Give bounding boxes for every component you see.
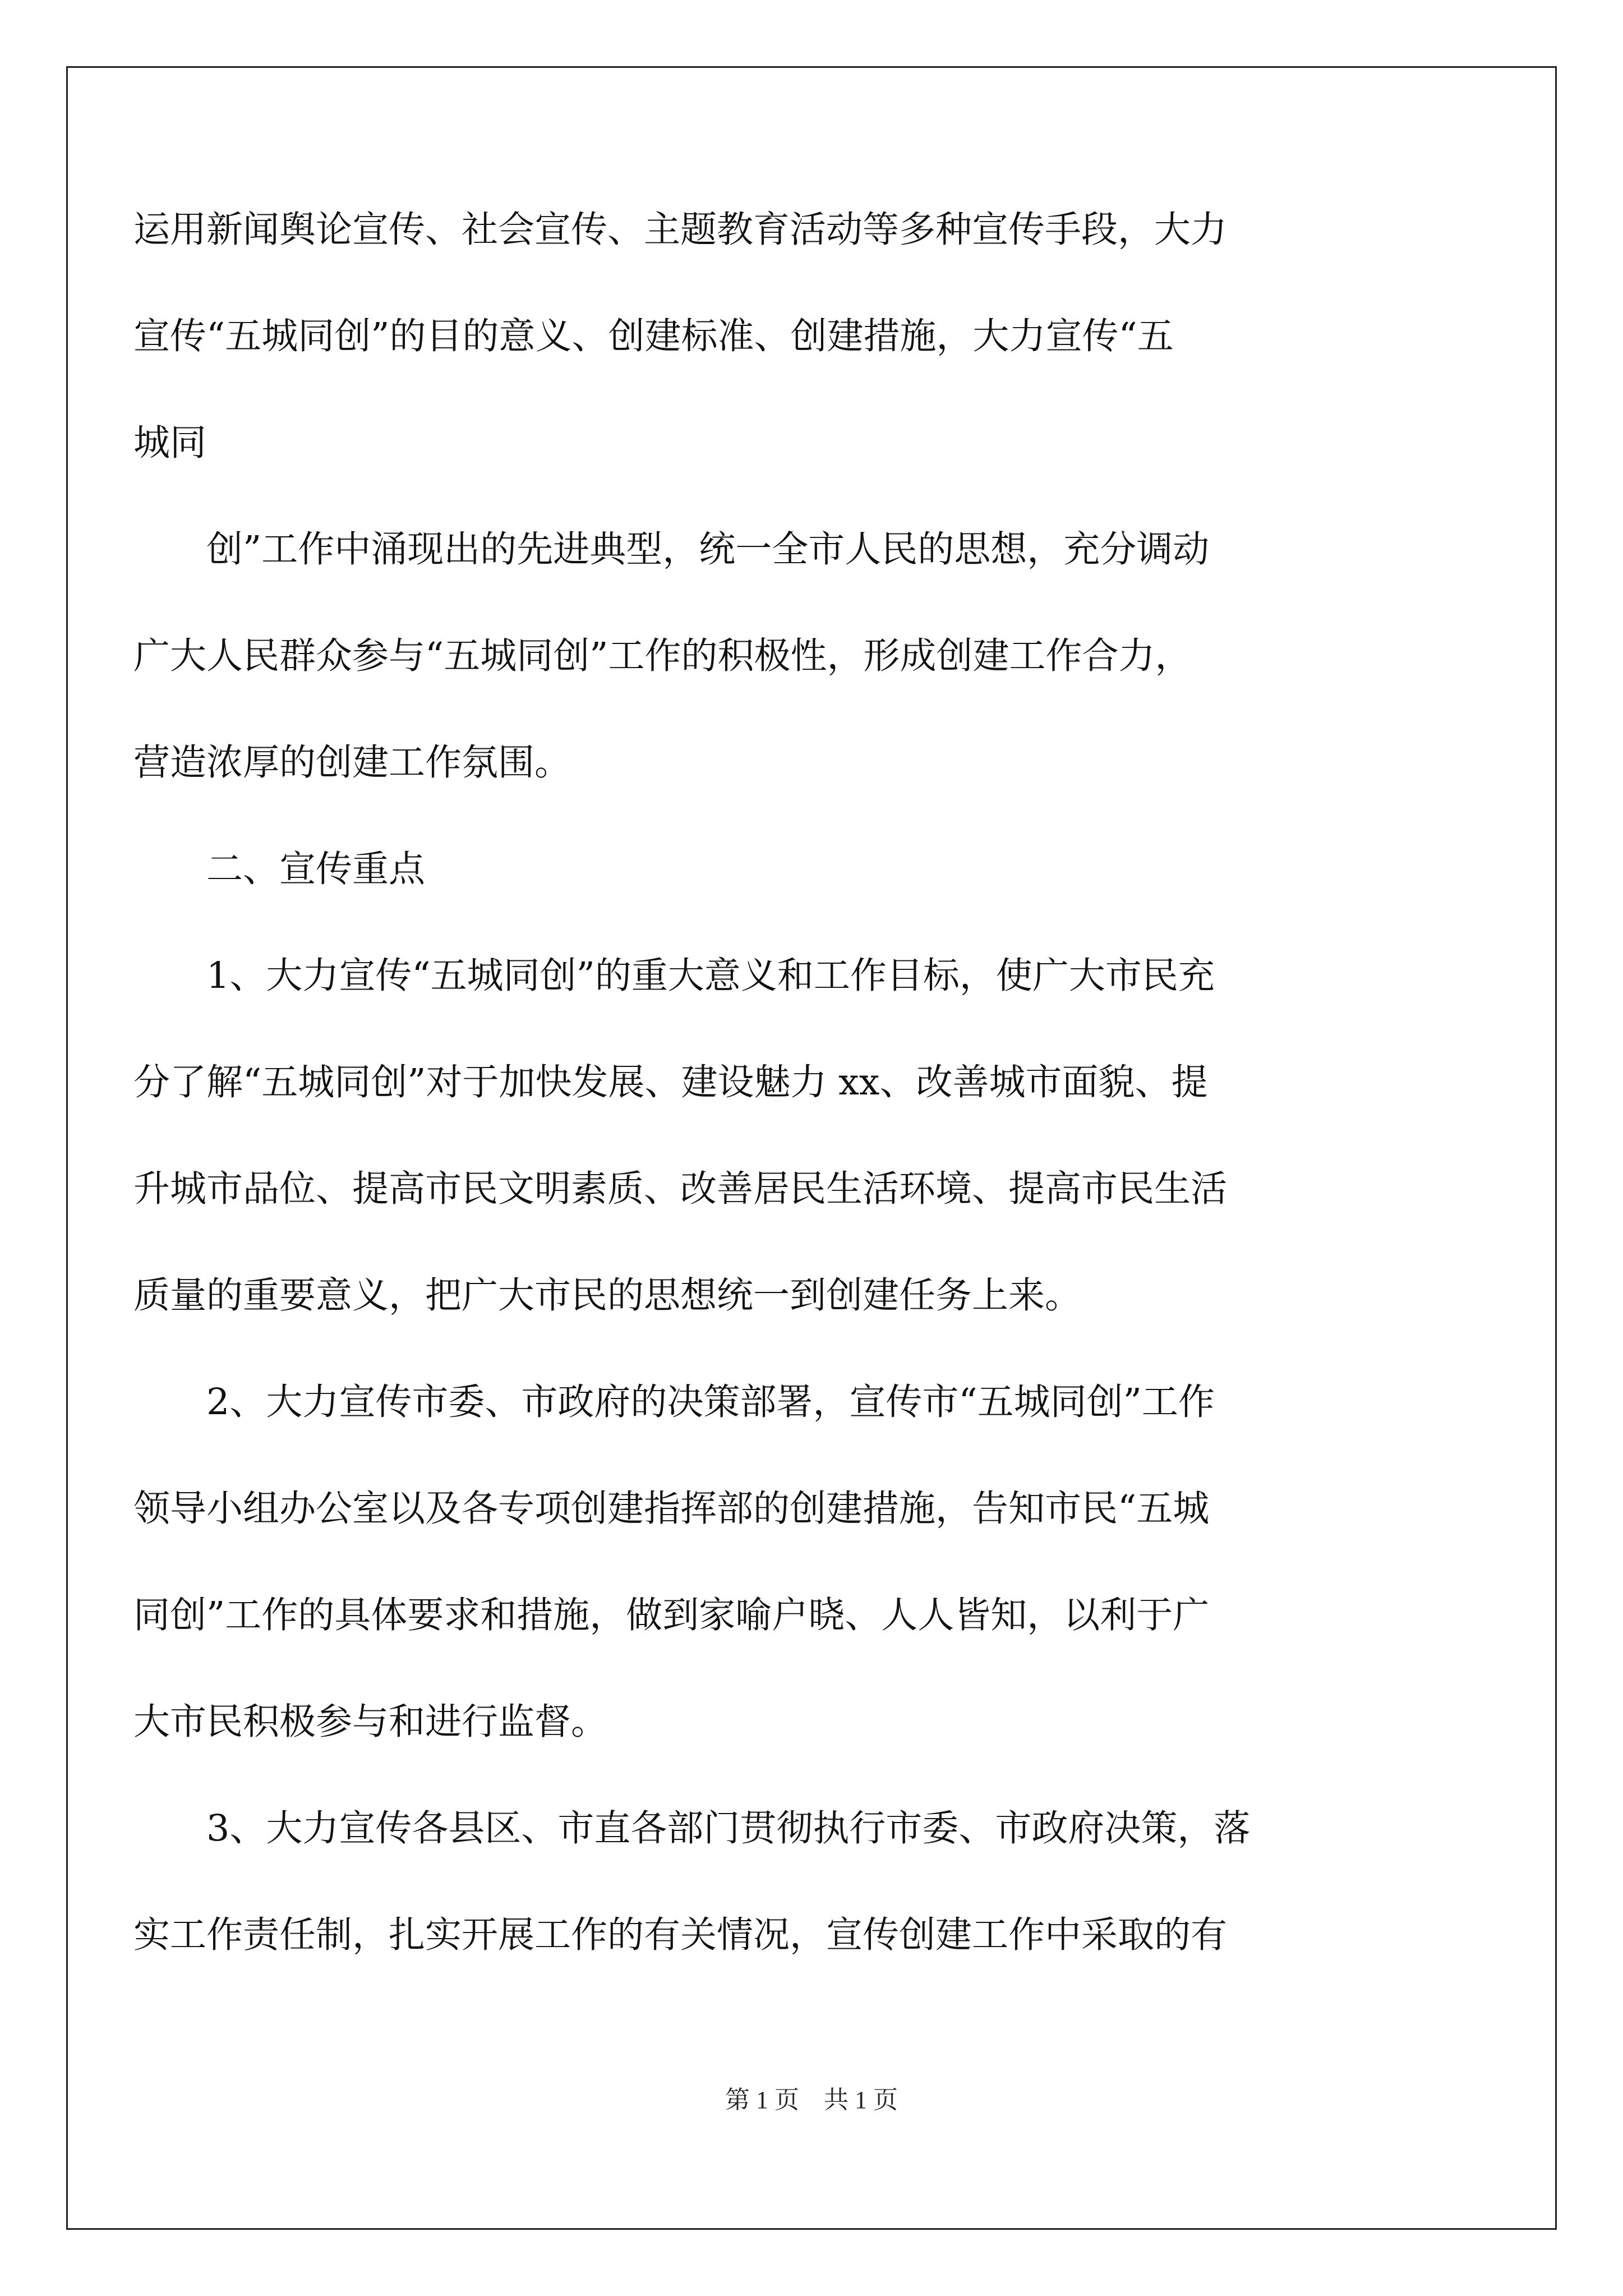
- page-border: [66, 66, 1557, 2230]
- text-line-5: 广大人民群众参与“五城同创”工作的积极性，形成创建工作合力，: [133, 635, 1192, 677]
- text-line-15: 大市民积极参与和进行监督。: [133, 1701, 608, 1743]
- text-line-13: 领导小组办公室以及各专项创建指挥部的创建措施，告知市民“五城: [133, 1488, 1210, 1530]
- page-number: 第 1 页 共 1 页: [725, 2086, 898, 2114]
- text-line-11: 质量的重要意义，把广大市民的思想统一到创建任务上来。: [133, 1274, 1082, 1317]
- text-line-6: 营造浓厚的创建工作氛围。: [133, 742, 571, 784]
- text-line-3: 城同: [133, 422, 207, 464]
- text-line-4: 创”工作中涌现出的先进典型，统一全市人民的思想，充分调动: [133, 528, 1210, 570]
- section-heading: 二、宣传重点: [133, 848, 426, 890]
- text-line-14: 同创”工作的具体要求和措施，做到家喻户晓、人人皆知，以利于广: [133, 1594, 1210, 1636]
- text-line-8: 1、大力宣传“五城同创”的重大意义和工作目标，使广大市民充: [133, 955, 1215, 997]
- text-line-1: 运用新闻舆论宣传、社会宣传、主题教育活动等多种宣传手段，大力: [133, 209, 1228, 251]
- text-line-12: 2、大力宣传市委、市政府的决策部署，宣传市“五城同创”工作: [133, 1381, 1215, 1423]
- text-line-10: 升城市品位、提高市民文明素质、改善居民生活环境、提高市民生活: [133, 1168, 1228, 1210]
- text-line-16: 3、大力宣传各县区、市直各部门贯彻执行市委、市政府决策，落: [133, 1807, 1251, 1849]
- text-line-9: 分了解“五城同创”对于加快发展、建设魅力 xx、改善城市面貌、提: [133, 1061, 1208, 1103]
- text-line-17: 实工作责任制，扎实开展工作的有关情况，宣传创建工作中采取的有: [133, 1914, 1228, 1956]
- text-line-2: 宣传“五城同创”的目的意义、创建标准、创建措施，大力宣传“五: [133, 315, 1174, 357]
